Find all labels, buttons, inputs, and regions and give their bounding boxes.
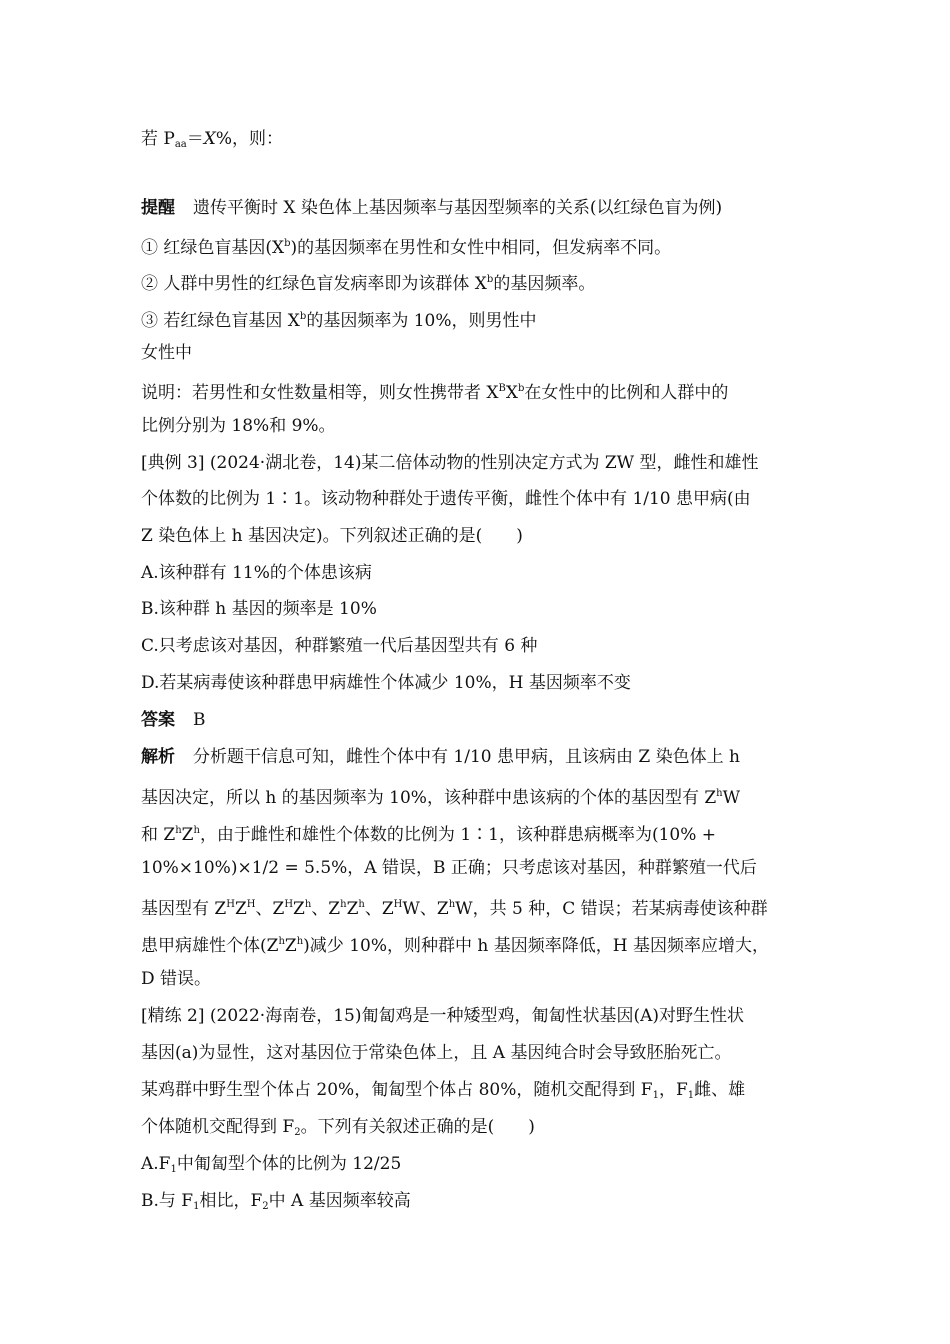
analysis-line-5 (141, 893, 821, 921)
superscript: b (486, 274, 494, 285)
text: Z (346, 899, 359, 919)
subscript: 1 (687, 1090, 695, 1101)
text: 个体随机交配得到 F (141, 1117, 295, 1137)
tip-text: 遗传平衡时 X 染色体上基因频率与基因型频率的关系(以红绿色盲为例) (193, 198, 723, 218)
analysis-line-3 (141, 819, 821, 847)
text: Z (181, 825, 194, 845)
tip-heading (141, 196, 821, 220)
point-2 (141, 268, 821, 296)
text: Z (293, 899, 305, 919)
superscript: H (284, 899, 294, 910)
superscript: h (278, 936, 285, 947)
superscript: h (175, 825, 182, 836)
option-d: D.若某病毒使该种群患甲病雄性个体减少 10%，H 基因频率不变 (141, 673, 631, 693)
tip-label: 提醒 (141, 198, 175, 218)
text: Z (234, 899, 247, 919)
text: 的基因频率为 10%，则男性中 (306, 311, 537, 331)
text: ② 人群中男性的红绿色盲发病率即为该群体 X (141, 274, 487, 294)
superscript: H (246, 899, 256, 910)
text: 患甲病雄性个体(Z (141, 936, 279, 956)
note-line-1 (141, 377, 821, 405)
superscript: h (358, 899, 365, 910)
practice-line-3 (141, 1078, 821, 1108)
superscript: h (716, 788, 723, 799)
text: 某鸡群中野生型个体占 20%，匍匐型个体占 80%，随机交配得到 F (141, 1080, 653, 1100)
text: 基因型有 Z (141, 899, 227, 919)
text: ＝ (186, 129, 204, 149)
text: )减少 10%，则种群中 h 基因频率降低，H 基因频率应增大， (303, 936, 769, 956)
text: 相比，F (199, 1191, 263, 1211)
subscript: aa (174, 139, 187, 150)
analysis-label: 解析 (141, 747, 175, 767)
text: 中 A 基因频率较高 (268, 1191, 411, 1211)
note-line-2: 比例分别为 18%和 9%。 (141, 416, 336, 436)
text: ③ 若红绿色盲基因 X (141, 311, 300, 331)
text: Z (284, 936, 297, 956)
text: ，由于雌性和雄性个体数的比例为 1∶1，该种群患病概率为(10% + (199, 825, 717, 845)
superscript: b (517, 383, 525, 394)
text: 基因决定，所以 h 的基因频率为 10%，该种群中患该病的个体的基因型有 Z (141, 788, 717, 808)
practice-line-1: [精练 2] (2022·海南卷，15)匍匐鸡是一种矮型鸡，匍匐性状基因(A)对野生性状 (141, 1006, 744, 1026)
practice-line-2: 基因(a)为显性，这对基因位于常染色体上，且 A 基因纯合时会导致胚胎死亡。 (141, 1043, 732, 1063)
text: 。下列有关叙述正确的是( ) (300, 1117, 535, 1137)
point-3 (141, 305, 821, 333)
answer-value: B (193, 710, 206, 730)
answer-line (141, 708, 821, 732)
superscript: h (304, 899, 312, 910)
text: 中匍匐型个体的比例为 12/25 (176, 1154, 402, 1174)
text: A.F (141, 1154, 171, 1174)
text: W (722, 788, 741, 808)
subscript: 2 (294, 1127, 301, 1138)
superscript: h (448, 899, 456, 910)
text: 、Z (364, 899, 394, 919)
text: )的基因频率在男性和女性中相同，但发病率不同。 (290, 238, 672, 258)
option-a: A.该种群有 11%的个体患该病 (141, 563, 372, 583)
text: W，共 5 种，C 错误；若某病毒使该种群 (455, 899, 768, 919)
answer-label: 答案 (141, 710, 175, 730)
example-line-3: Z 染色体上 h 基因决定)。下列叙述正确的是( ) (141, 526, 523, 546)
text: 分析题干信息可知，雌性个体中有 1/10 患甲病，且该病由 Z 染色体上 h (193, 747, 740, 767)
example-line-1: [典例 3] (2024·湖北卷，14)某二倍体动物的性别决定方式为 ZW 型，雌性和雄性 (141, 453, 759, 473)
text: 和 Z (141, 825, 176, 845)
practice-option-b (141, 1189, 821, 1219)
text: %，则： (215, 129, 284, 149)
superscript: h (296, 936, 304, 947)
text: 若 P (141, 129, 175, 149)
superscript: B (498, 383, 506, 394)
text: W、Z (402, 899, 449, 919)
analysis-line-2 (141, 782, 821, 810)
text: 、Z (255, 899, 285, 919)
text: 在女性中的比例和人群中的 (524, 383, 729, 403)
practice-option-a (141, 1152, 821, 1182)
superscript: h (340, 899, 347, 910)
text: B.与 F (141, 1191, 194, 1211)
superscript: H (393, 899, 403, 910)
superscript: b (284, 238, 291, 249)
superscript: h (193, 825, 200, 836)
text: X (505, 383, 518, 403)
option-c: C.只考虑该对基因，种群繁殖一代后基因型共有 6 种 (141, 636, 538, 656)
superscript: b (299, 311, 307, 322)
example-line-2: 个体数的比例为 1∶1。该动物种群处于遗传平衡，雌性个体中有 1/10 患甲病(由 (141, 489, 751, 509)
analysis-line-1 (141, 745, 821, 769)
text: 的基因频率。 (493, 274, 596, 294)
text: 、Z (311, 899, 341, 919)
superscript: H (226, 899, 235, 910)
subscript: 2 (262, 1201, 269, 1212)
text: 雌、雄 (694, 1080, 746, 1100)
variable: X (203, 129, 216, 149)
point-4: 女性中 (141, 343, 192, 363)
analysis-line-4: 10%×10%)×1/2 = 5.5%，A 错误，B 正确；只考虑该对基因，种群繁殖一代后 (141, 858, 757, 878)
subscript: 1 (652, 1090, 659, 1101)
analysis-line-7: D 错误。 (141, 969, 212, 989)
analysis-line-6 (141, 930, 821, 958)
practice-line-4 (141, 1115, 821, 1145)
formula-line (141, 127, 821, 157)
text: 说明：若男性和女性数量相等，则女性携带者 X (141, 383, 499, 403)
point-1 (141, 232, 821, 260)
text: ，F (658, 1080, 688, 1100)
option-b: B.该种群 h 基因的频率是 10% (141, 599, 377, 619)
text: ① 红绿色盲基因(X (141, 238, 285, 258)
subscript: 1 (193, 1201, 200, 1212)
subscript: 1 (170, 1164, 177, 1175)
